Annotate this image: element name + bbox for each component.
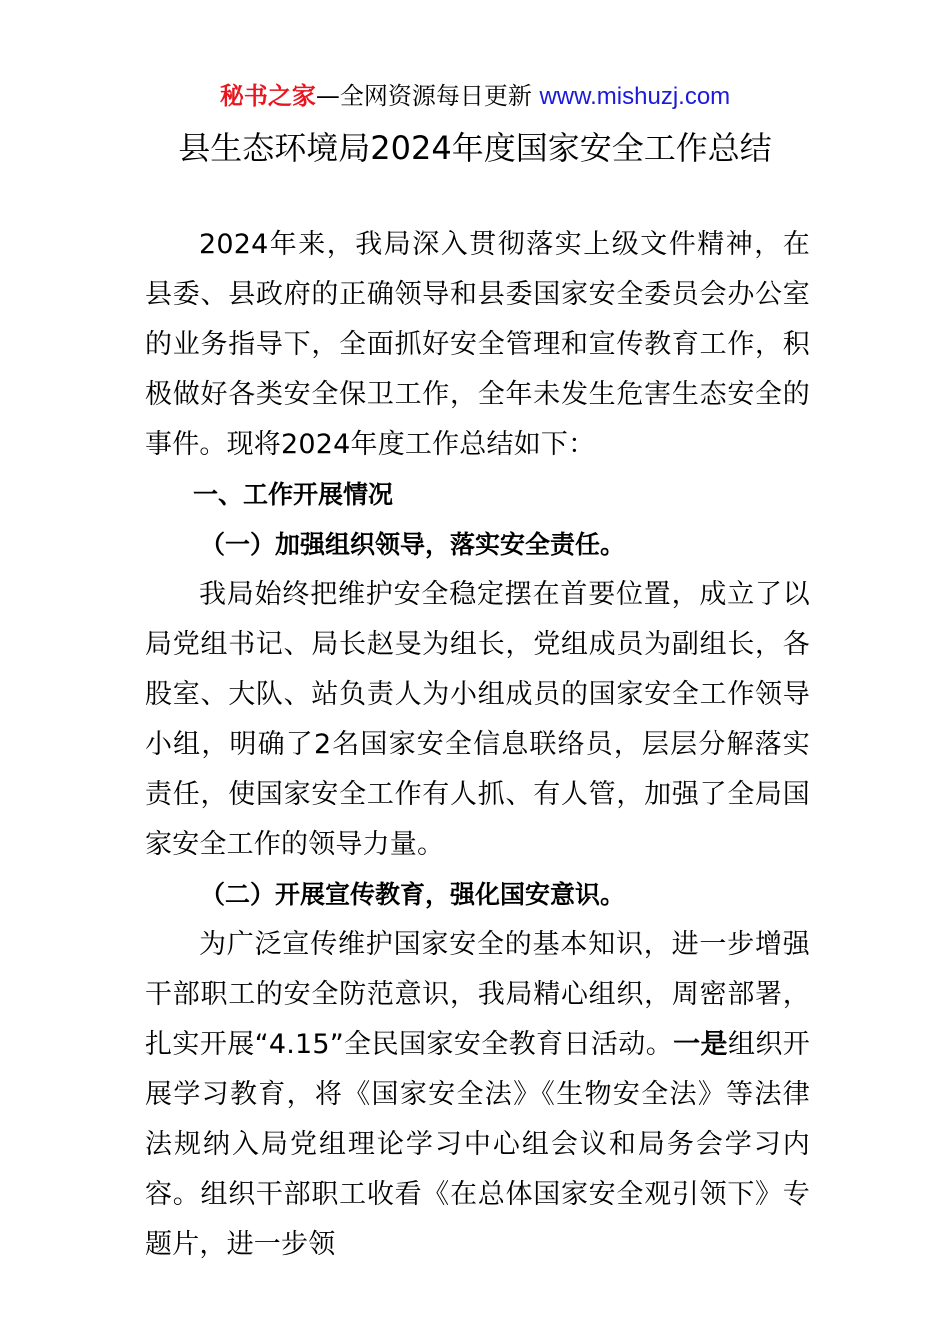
document-title: 县生态环境局2024年度国家安全工作总结 [178, 129, 772, 167]
site-banner [0, 80, 950, 113]
paragraph-text: 为广泛宣传维护国家安全的基本知识，进一步增强干部职工的安全防范意识，我局精心组织，周密部署，扎实开展“4.15”全民国家安全教育日活动。 [145, 929, 810, 1060]
subsection-heading-2: （二）开展宣传教育，强化国安意识。 [200, 880, 626, 909]
emphasis-text: 一是 [673, 1029, 728, 1060]
subsection-paragraph-2 [145, 920, 810, 1270]
paragraph-text: 组织开展学习教育，将《国家安全法》《生物安全法》等法律法规纳入局党组理论学习中心组会议和局务会学习内容。组织干部职工收看《在总体国家安全观引领下》专题片，进一步领 [145, 1029, 810, 1260]
site-tagline: —全网资源每日更新 [315, 82, 540, 110]
document-body [145, 220, 810, 1270]
subsection-paragraph-1: 我局始终把维护安全稳定摆在首要位置，成立了以局党组书记、局长赵旻为组长，党组成员为副组长，各股室、大队、站负责人为小组成员的国家安全工作领导小组，明确了2名国家安全信息联络员，层层分解落实责任，使国家安全工作有人抓、有人管，加强了全局国家安全工作的领导力量。 [145, 579, 810, 860]
subsection-heading-1: （一）加强组织领导，落实安全责任。 [200, 530, 626, 559]
section-heading: 一、工作开展情况 [193, 480, 394, 509]
intro-paragraph: 2024年来，我局深入贯彻落实上级文件精神，在县委、县政府的正确领导和县委国家安全委员会办公室的业务指导下，全面抓好安全管理和宣传教育工作，积极做好各类安全保卫工作，全年未发生危害生态安全的事件。现将2024年度工作总结如下： [145, 229, 810, 460]
site-url-link[interactable]: www.mishuzj.com [539, 83, 731, 110]
site-name: 秘书之家 [219, 82, 316, 110]
